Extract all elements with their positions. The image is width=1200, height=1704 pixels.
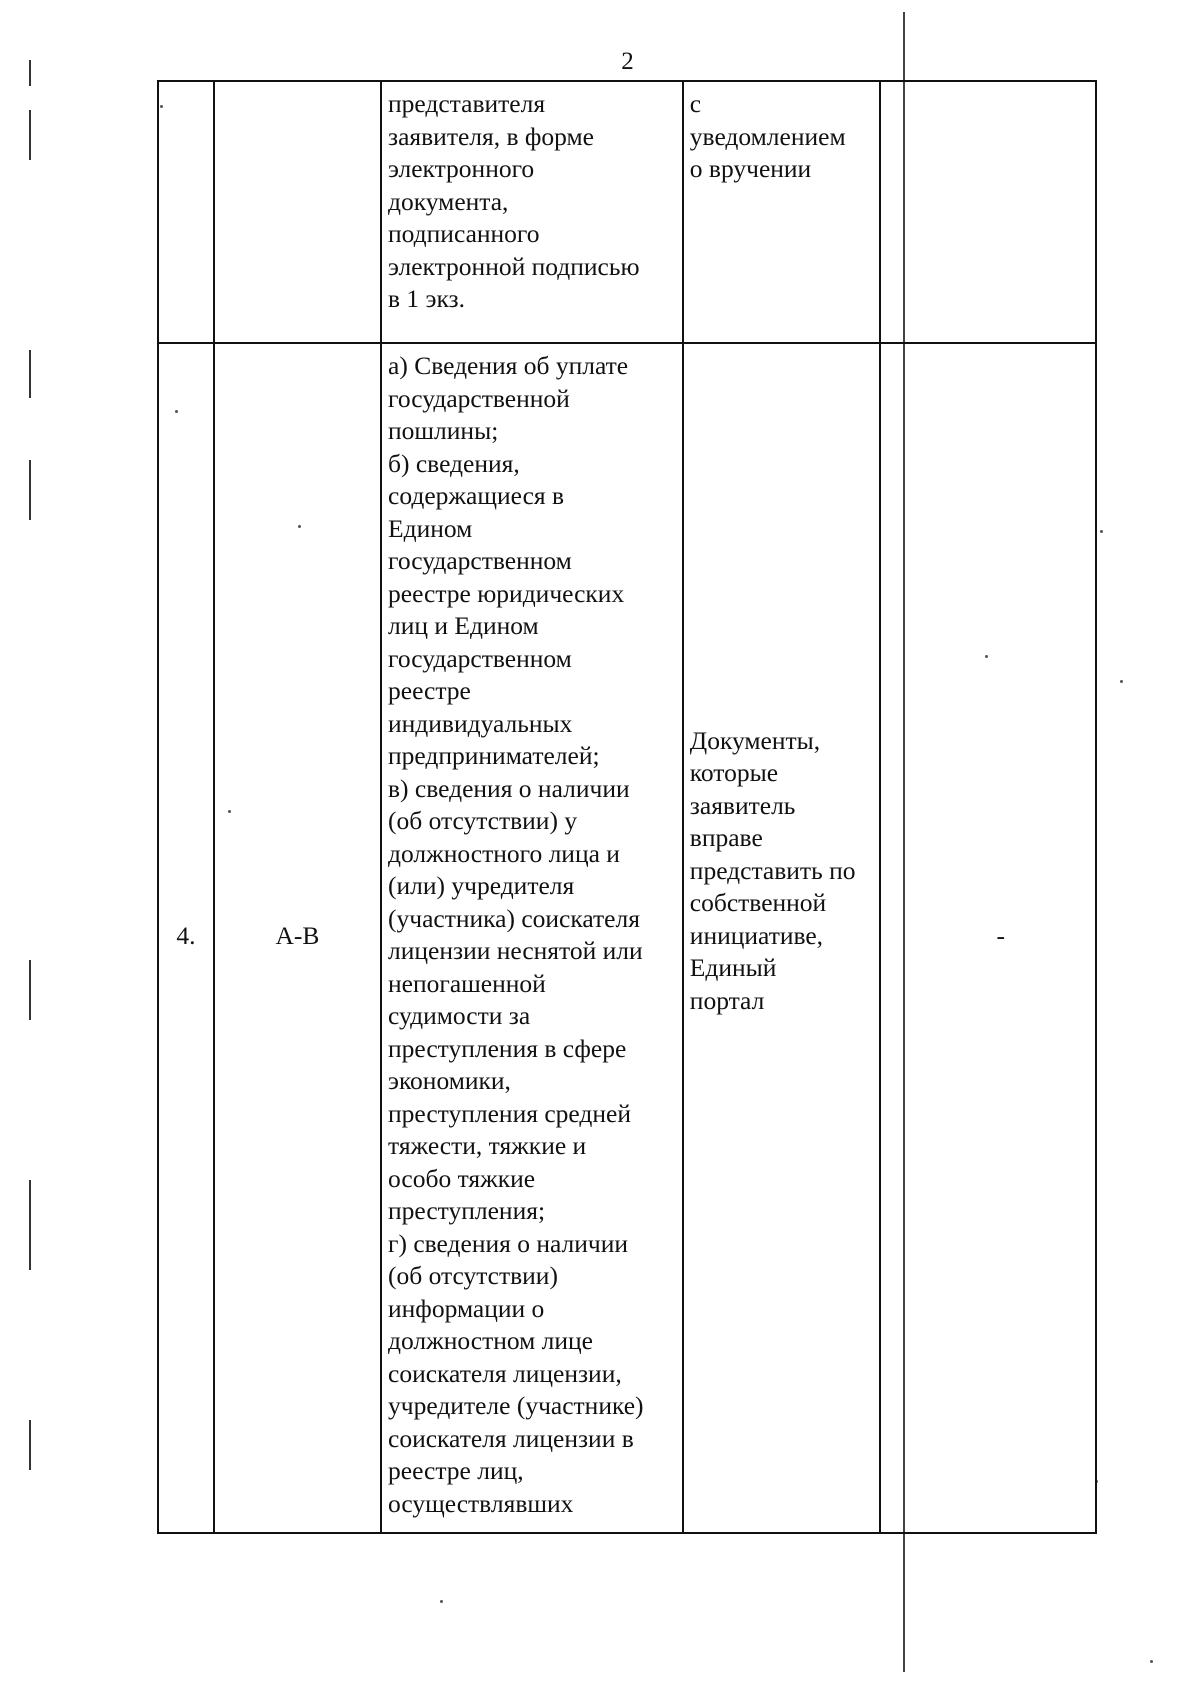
text-line: государственной xyxy=(388,383,570,413)
text-line: подписанного xyxy=(388,219,540,248)
text-line: содержащиеся в xyxy=(388,481,565,510)
text-line: непогашенной xyxy=(388,968,546,998)
text-line: в 1 экз. xyxy=(388,284,466,313)
scan-speck xyxy=(440,1600,443,1603)
text-line: (или) учредителя xyxy=(388,871,575,900)
text-line: б) сведения, xyxy=(388,448,520,478)
cell-document-description xyxy=(381,343,683,1533)
cell-document-description xyxy=(381,81,683,343)
cell-group xyxy=(214,81,381,343)
text-line: представителя xyxy=(388,89,546,118)
text-line: преступления средней xyxy=(388,1098,631,1128)
text-line: экономики, xyxy=(388,1066,511,1095)
text-line: должностного лица и xyxy=(388,838,620,868)
table-row-4 xyxy=(158,343,1096,1533)
text-line: инициативе, xyxy=(689,920,824,950)
page-number: 2 xyxy=(621,48,634,75)
delivery-method-text xyxy=(684,719,879,1158)
scan-edge-mark xyxy=(29,460,31,520)
text-line: особо тяжкие xyxy=(388,1163,536,1193)
text-line: информации о xyxy=(388,1293,545,1323)
text-line: судимости за xyxy=(388,1001,531,1030)
row-number: 4. xyxy=(176,920,196,950)
text-line: реестре юридических xyxy=(388,578,625,608)
cell-note xyxy=(880,343,1096,1533)
text-line: индивидуальных xyxy=(388,708,573,738)
text-line: лицензии неснятой или xyxy=(388,936,643,965)
text-line: лиц и Едином xyxy=(388,611,539,640)
text-line: должностном лице xyxy=(388,1326,593,1355)
document-description-text xyxy=(382,344,682,1524)
text-line: а) Сведения об уплате xyxy=(388,351,629,380)
scan-edge-mark xyxy=(29,350,31,398)
text-line: пошлины; xyxy=(388,416,499,445)
scan-edge-mark xyxy=(29,1420,31,1470)
scan-edge-mark xyxy=(29,960,31,1020)
text-line: осуществлявших xyxy=(388,1488,574,1518)
text-line: уведомлением xyxy=(689,121,846,151)
text-line: государственном xyxy=(388,546,572,575)
scan-edge-mark xyxy=(29,110,31,160)
cell-delivery-method xyxy=(683,343,880,1533)
text-line: о вручении xyxy=(689,154,812,183)
scan-speck xyxy=(1120,680,1123,683)
text-line: собственной xyxy=(689,888,827,918)
scan-speck xyxy=(1100,530,1103,533)
scan-edge-mark xyxy=(29,60,31,86)
text-line: преступления; xyxy=(388,1196,546,1225)
scan-speck xyxy=(1150,1660,1153,1663)
cell-number xyxy=(158,343,214,1533)
text-line: реестре xyxy=(388,676,471,705)
text-line: предпринимателей; xyxy=(388,741,600,770)
cell-number xyxy=(158,81,214,343)
delivery-method-text xyxy=(684,82,879,190)
note-dash: - xyxy=(996,920,1005,950)
text-line: тяжести, тяжкие и xyxy=(388,1131,587,1160)
text-line: государственном xyxy=(388,643,572,673)
text-line: (участника) соискателя xyxy=(388,903,640,933)
text-line: электронного xyxy=(388,154,535,183)
text-line: электронной подписью xyxy=(388,251,640,281)
text-line: Единый xyxy=(689,953,777,983)
text-line: документа, xyxy=(388,186,509,216)
text-line: реестре лиц, xyxy=(388,1456,524,1485)
text-line: Едином xyxy=(388,513,473,543)
cell-delivery-method xyxy=(683,81,880,343)
text-line: заявитель xyxy=(689,790,796,820)
text-line: (об отсутствии) у xyxy=(388,806,578,835)
scan-edge-mark xyxy=(29,1180,31,1270)
text-line: с xyxy=(689,89,702,118)
text-line: заявителя, в форме xyxy=(388,121,594,151)
text-line: портал xyxy=(689,985,765,1015)
text-line: соискателя лицензии в xyxy=(388,1423,634,1453)
table-row-continuation xyxy=(158,81,1096,343)
cell-group xyxy=(214,343,381,1533)
row-group: А-В xyxy=(275,920,320,950)
text-line: (об отсутствии) xyxy=(388,1261,558,1290)
text-line: преступления в сфере xyxy=(388,1033,627,1063)
cell-note xyxy=(880,81,1096,343)
text-line: вправе xyxy=(689,823,763,853)
text-line: представить по xyxy=(689,855,856,885)
document-description-text xyxy=(382,82,682,320)
text-line: г) сведения о наличии xyxy=(388,1228,629,1258)
text-line: в) сведения о наличии xyxy=(388,773,630,803)
text-line: которые xyxy=(689,758,779,788)
text-line: Документы, xyxy=(689,725,821,755)
text-line: соискателя лицензии, xyxy=(388,1358,622,1388)
text-line: учредителе (участнике) xyxy=(388,1391,644,1420)
document-table xyxy=(157,80,1097,1534)
